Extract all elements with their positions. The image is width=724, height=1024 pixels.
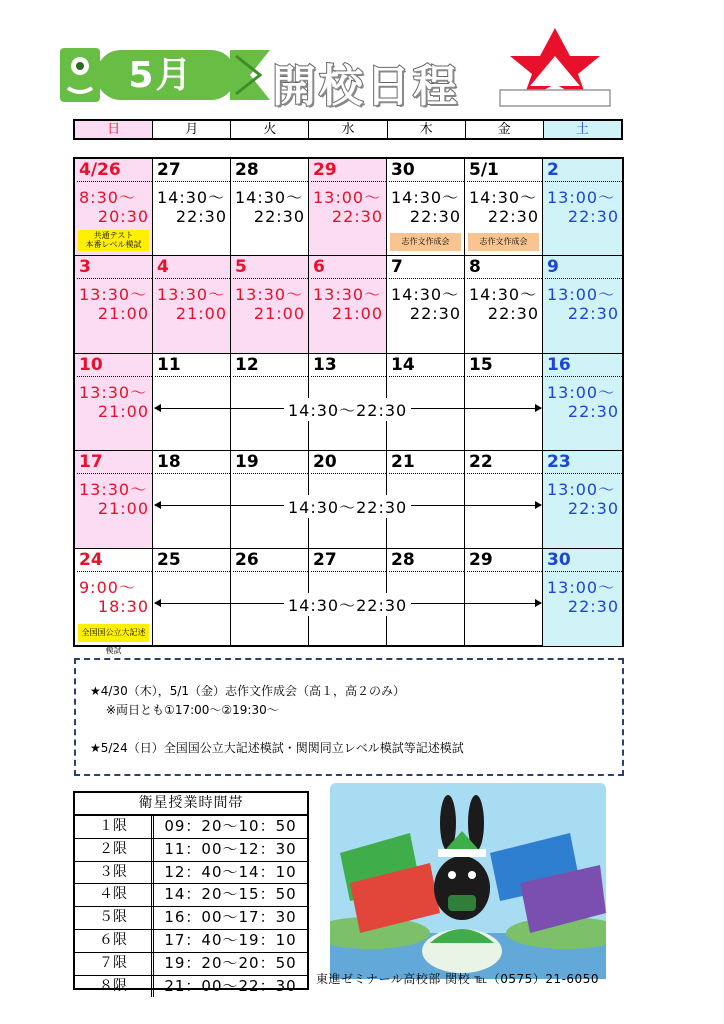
- arrow-right-icon: [535, 501, 542, 509]
- event-badge: 共通テスト 本番レベル模試: [78, 230, 149, 251]
- day-number: 28: [389, 549, 464, 572]
- day-cell: [387, 159, 465, 256]
- day-number: 7: [389, 256, 464, 279]
- close-time: 21:00: [97, 401, 149, 421]
- close-time: 22:30: [409, 304, 461, 324]
- timetable-row: [75, 884, 307, 907]
- open-time: 13:00～: [547, 382, 616, 402]
- close-time: 18:30: [97, 596, 149, 616]
- close-time: 21:00: [175, 304, 227, 324]
- period-label: ３限: [75, 862, 154, 884]
- day-number: 25: [155, 549, 230, 572]
- weekday-header: [73, 119, 623, 140]
- period-time: 14：20～15：50: [164, 885, 297, 904]
- open-time: 13:00～: [313, 188, 382, 207]
- koinobori-mascot-illustration: [330, 783, 606, 979]
- day-number: 21: [389, 451, 464, 474]
- close-time: 22:30: [487, 304, 539, 324]
- timetable-row: [75, 976, 307, 998]
- day-cell: [543, 159, 622, 256]
- open-time: 13:30～: [79, 285, 148, 305]
- day-number: 4: [155, 256, 230, 279]
- open-time: 14:30～: [469, 285, 538, 305]
- day-number: 13: [311, 354, 386, 377]
- span-hours-text: 14:30～22:30: [284, 398, 411, 421]
- day-number: 20: [311, 451, 386, 474]
- weekday-hours-span: [155, 497, 541, 518]
- day-number: 23: [545, 451, 622, 474]
- kabuto-helmet-icon: [492, 26, 618, 112]
- day-cell: [153, 159, 231, 256]
- day-number: 3: [77, 256, 152, 279]
- day-number: 15: [467, 354, 542, 377]
- open-time: 14:30～: [469, 188, 538, 207]
- day-number: 9: [545, 256, 622, 279]
- open-time: 9:00～: [79, 577, 136, 597]
- note-line-2: ※両日とも①17:00～②19:30～: [106, 703, 279, 717]
- timetable-row: [75, 930, 307, 953]
- day-cell: [153, 256, 231, 353]
- arrow-right-icon: [535, 599, 542, 607]
- weekday-thu: 木: [388, 121, 466, 138]
- close-time: 22:30: [567, 596, 619, 616]
- weekday-hours-span: [155, 595, 541, 615]
- close-time: 21:00: [331, 304, 383, 324]
- period-time: 16：00～17：30: [164, 908, 297, 927]
- weekday-hours-span: [155, 400, 541, 420]
- day-cell: [309, 159, 387, 256]
- day-number: 11: [155, 354, 230, 377]
- day-number: 6: [311, 256, 386, 279]
- period-label: ２限: [75, 839, 154, 861]
- period-label: ８限: [75, 976, 154, 998]
- day-number: 18: [155, 451, 230, 474]
- open-time: 13:30～: [235, 285, 304, 305]
- calendar-grid: [73, 157, 624, 655]
- day-number: 10: [77, 354, 152, 377]
- close-time: 22:30: [331, 207, 383, 226]
- timetable-row: [75, 839, 307, 862]
- day-number: 5/1: [467, 159, 542, 182]
- day-number: 27: [311, 549, 386, 572]
- day-cell: [75, 549, 153, 655]
- period-time: 09：20～10：50: [164, 817, 297, 835]
- day-number: 4/26: [77, 159, 152, 182]
- weekday-fri: 金: [466, 121, 544, 138]
- arrow-left-icon: [154, 599, 161, 607]
- timetable-row: [75, 907, 307, 930]
- close-time: 22:30: [253, 207, 305, 226]
- period-label: ５限: [75, 907, 154, 929]
- period-label: ４限: [75, 884, 154, 906]
- weekday-wed: 水: [309, 121, 387, 138]
- note-line-1: ★4/30（木），5/1（金）志作文作成会（高１，高２のみ）: [90, 684, 406, 698]
- weekday-sun: 日: [75, 121, 153, 138]
- close-time: 21:00: [97, 304, 149, 324]
- close-time: 22:30: [175, 207, 227, 226]
- timetable-row: [75, 816, 307, 839]
- day-cell: [543, 451, 622, 548]
- day-cell: [387, 256, 465, 353]
- day-cell: [309, 256, 387, 353]
- close-time: 22:30: [567, 304, 619, 324]
- close-time: 22:30: [409, 207, 461, 226]
- open-time: 14:30～: [391, 285, 460, 305]
- period-label: ７限: [75, 953, 154, 975]
- arrow-right-icon: [535, 404, 542, 412]
- period-time: 11：00～12：30: [164, 839, 297, 858]
- day-cell: [543, 549, 622, 646]
- day-cell: [465, 256, 543, 353]
- close-time: 22:30: [567, 499, 619, 519]
- day-cell: [231, 256, 309, 353]
- day-number: 17: [77, 451, 152, 474]
- open-time: 14:30～: [391, 188, 460, 207]
- day-number: 30: [545, 549, 622, 572]
- period-label: １限: [75, 816, 154, 838]
- day-number: 29: [467, 549, 542, 572]
- month-label: 5月: [128, 55, 194, 96]
- day-cell: [543, 354, 622, 451]
- day-number: 8: [467, 256, 542, 279]
- open-time: 13:00～: [547, 577, 616, 597]
- open-time: 13:00～: [547, 480, 616, 500]
- day-cell: [231, 159, 309, 256]
- day-number: 29: [311, 159, 386, 182]
- page-title: 開校日程: [272, 61, 460, 112]
- period-time: 17：40～19：10: [164, 930, 297, 949]
- open-time: 14:30～: [157, 188, 226, 207]
- day-number: 27: [155, 159, 230, 182]
- span-hours-text: 14:30～22:30: [284, 593, 411, 616]
- open-time: 13:30～: [157, 285, 226, 305]
- period-time: 21：00～22：30: [164, 976, 297, 995]
- arrow-left-icon: [154, 404, 161, 412]
- notes-box: [74, 658, 624, 776]
- day-number: 22: [467, 451, 542, 474]
- day-number: 12: [233, 354, 308, 377]
- note-line-3: ★5/24（日）全国国公立大記述模試・関関同立レベル模試等記述模試: [90, 741, 464, 755]
- day-number: 2: [545, 159, 622, 182]
- event-badge: 全国国公立大記述模試: [78, 624, 149, 642]
- day-number: 28: [233, 159, 308, 182]
- timetable-row: [75, 862, 307, 885]
- period-label: ６限: [75, 930, 154, 952]
- close-time: 20:30: [97, 207, 149, 226]
- weekday-tue: 火: [231, 121, 309, 138]
- timetable: [73, 791, 309, 995]
- event-badge: 志作文作成会: [468, 233, 539, 251]
- day-cell: [75, 159, 153, 256]
- open-time: 13:00～: [547, 188, 616, 207]
- open-time: 13:30～: [79, 480, 148, 500]
- close-time: 22:30: [487, 207, 539, 226]
- day-number: 30: [389, 159, 464, 182]
- open-time: 13:00～: [547, 285, 616, 305]
- day-cell: [75, 354, 153, 451]
- span-hours-text: 14:30～22:30: [284, 495, 411, 518]
- day-number: 5: [233, 256, 308, 279]
- day-number: 19: [233, 451, 308, 474]
- close-time: 21:00: [253, 304, 305, 324]
- close-time: 22:30: [567, 401, 619, 421]
- open-time: 13:30～: [79, 382, 148, 402]
- period-time: 19：20～20：50: [164, 953, 297, 972]
- period-time: 12：40～14：10: [164, 862, 297, 881]
- footer-contact: 東進ゼミナール高校部 関校 ℡（0575）21-6050: [316, 972, 599, 986]
- day-cell: [75, 451, 153, 548]
- timetable-title: 衛星授業時間帯: [75, 793, 307, 816]
- day-number: 16: [545, 354, 622, 377]
- day-number: 14: [389, 354, 464, 377]
- event-badge: 志作文作成会: [390, 233, 461, 251]
- weekday-sat: 土: [544, 121, 621, 138]
- open-time: 13:30～: [313, 285, 382, 305]
- day-number: 26: [233, 549, 308, 572]
- day-cell: [543, 256, 622, 353]
- day-cell: [465, 159, 543, 256]
- arrow-left-icon: [154, 501, 161, 509]
- open-time: 8:30～: [79, 188, 136, 207]
- timetable-row: [75, 953, 307, 976]
- close-time: 22:30: [567, 207, 619, 226]
- close-time: 21:00: [97, 499, 149, 519]
- weekday-mon: 月: [153, 121, 231, 138]
- day-number: 24: [77, 549, 152, 572]
- open-time: 14:30～: [235, 188, 304, 207]
- day-cell: [75, 256, 153, 353]
